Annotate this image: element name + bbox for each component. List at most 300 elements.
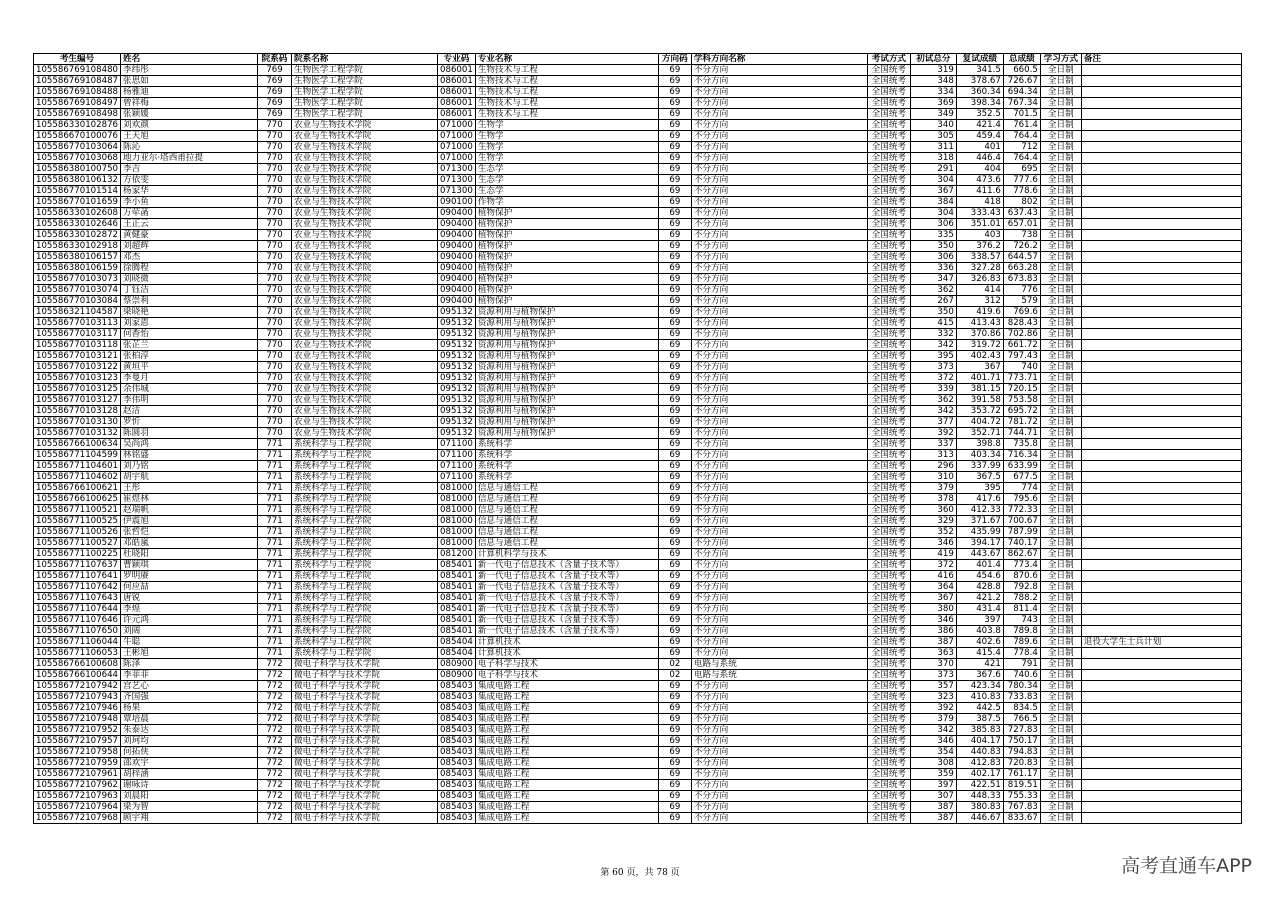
prelim-score-cell: 392 <box>910 428 956 439</box>
major-code-cell: 090400 <box>438 230 476 241</box>
exam-id-cell: 105586771100525 <box>34 516 121 527</box>
prelim-score-cell: 415 <box>910 318 956 329</box>
major-name-cell: 植物保护 <box>475 263 658 274</box>
table-row <box>34 76 1242 87</box>
dept-name-cell: 农业与生物技术学院 <box>292 263 438 274</box>
exam-method-cell: 全国统考 <box>867 109 910 120</box>
major-code-cell: 090400 <box>438 252 476 263</box>
name-cell: 蔡崇利 <box>121 296 258 307</box>
prelim-score-cell: 307 <box>910 791 956 802</box>
direction-code-cell: 69 <box>658 571 691 582</box>
table-row <box>34 274 1242 285</box>
name-cell: 唐锐 <box>121 593 258 604</box>
remark-cell <box>1081 461 1241 472</box>
prelim-score-cell: 352 <box>910 527 956 538</box>
dept-name-cell: 系统科学与工程学院 <box>292 560 438 571</box>
direction-code-cell: 69 <box>658 747 691 758</box>
dept-code-cell: 770 <box>258 428 292 439</box>
table-row <box>34 241 1242 252</box>
prelim-score-cell: 308 <box>910 758 956 769</box>
remark-cell <box>1081 659 1241 670</box>
total-score-cell: 833.67 <box>1003 813 1040 824</box>
total-score-cell: 778.4 <box>1003 648 1040 659</box>
remark-cell <box>1081 571 1241 582</box>
remark-cell <box>1081 791 1241 802</box>
retest-score-cell: 367 <box>956 362 1003 373</box>
name-cell: 刘超辉 <box>121 241 258 252</box>
study-mode-cell: 全日制 <box>1040 681 1081 692</box>
study-mode-cell: 全日制 <box>1040 813 1081 824</box>
dept-code-cell: 770 <box>258 274 292 285</box>
name-cell: 邓杰 <box>121 252 258 263</box>
study-mode-cell: 全日制 <box>1040 736 1081 747</box>
retest-score-cell: 341.5 <box>956 65 1003 76</box>
direction-code-cell: 69 <box>658 417 691 428</box>
prelim-score-cell: 310 <box>910 472 956 483</box>
prelim-score-cell: 359 <box>910 769 956 780</box>
prelim-score-cell: 378 <box>910 494 956 505</box>
direction-name-cell: 不分方向 <box>691 780 867 791</box>
table-row <box>34 637 1242 648</box>
remark-cell <box>1081 384 1241 395</box>
study-mode-cell: 全日制 <box>1040 307 1081 318</box>
table-row <box>34 362 1242 373</box>
exam-id-cell: 105586772107959 <box>34 758 121 769</box>
study-mode-cell: 全日制 <box>1040 780 1081 791</box>
major-code-cell: 095132 <box>438 351 476 362</box>
exam-id-cell: 105586766100634 <box>34 439 121 450</box>
direction-code-cell: 69 <box>658 802 691 813</box>
prelim-score-cell: 357 <box>910 681 956 692</box>
major-code-cell: 085403 <box>438 692 476 703</box>
major-name-cell: 资源利用与植物保护 <box>475 373 658 384</box>
dept-code-cell: 772 <box>258 813 292 824</box>
study-mode-cell: 全日制 <box>1040 318 1081 329</box>
retest-score-cell: 401.4 <box>956 560 1003 571</box>
remark-cell <box>1081 285 1241 296</box>
remark-cell <box>1081 230 1241 241</box>
remark-cell <box>1081 604 1241 615</box>
study-mode-cell: 全日制 <box>1040 637 1081 648</box>
remark-cell <box>1081 450 1241 461</box>
retest-score-cell: 367.5 <box>956 472 1003 483</box>
remark-cell <box>1081 340 1241 351</box>
remark-cell <box>1081 406 1241 417</box>
major-code-cell: 081000 <box>438 483 476 494</box>
retest-score-cell: 415.4 <box>956 648 1003 659</box>
exam-method-cell: 全国统考 <box>867 153 910 164</box>
dept-name-cell: 微电子科学与技术学院 <box>292 703 438 714</box>
name-cell: 刘晨阳 <box>121 791 258 802</box>
prelim-score-cell: 360 <box>910 505 956 516</box>
major-code-cell: 071300 <box>438 186 476 197</box>
direction-code-cell: 69 <box>658 769 691 780</box>
name-cell: 谢咏诗 <box>121 780 258 791</box>
retest-score-cell: 417.6 <box>956 494 1003 505</box>
table-row <box>34 329 1242 340</box>
retest-score-cell: 448.33 <box>956 791 1003 802</box>
dept-name-cell: 农业与生物技术学院 <box>292 296 438 307</box>
table-row <box>34 65 1242 76</box>
direction-code-cell: 69 <box>658 681 691 692</box>
remark-cell <box>1081 98 1241 109</box>
exam-id-cell: 105586770103064 <box>34 142 121 153</box>
name-cell: 徐腾程 <box>121 263 258 274</box>
retest-score-cell: 338.57 <box>956 252 1003 263</box>
dept-name-cell: 农业与生物技术学院 <box>292 417 438 428</box>
prelim-score-cell: 291 <box>910 164 956 175</box>
major-code-cell: 090400 <box>438 296 476 307</box>
direction-code-cell: 02 <box>658 659 691 670</box>
retest-score-cell: 401 <box>956 142 1003 153</box>
direction-name-cell: 不分方向 <box>691 87 867 98</box>
major-name-cell: 集成电路工程 <box>475 802 658 813</box>
total-score-cell: 862.67 <box>1003 549 1040 560</box>
table-row <box>34 142 1242 153</box>
dept-name-cell: 生物医学工程学院 <box>292 87 438 98</box>
exam-method-cell: 全国统考 <box>867 395 910 406</box>
direction-code-cell: 69 <box>658 505 691 516</box>
col-header-direction-name: 学科方向名称 <box>691 54 867 65</box>
exam-id-cell: 105586770103084 <box>34 296 121 307</box>
major-code-cell: 085403 <box>438 780 476 791</box>
retest-score-cell: 442.5 <box>956 703 1003 714</box>
direction-code-cell: 02 <box>658 670 691 681</box>
name-cell: 朱泰达 <box>121 725 258 736</box>
direction-name-cell: 不分方向 <box>691 450 867 461</box>
study-mode-cell: 全日制 <box>1040 362 1081 373</box>
direction-code-cell: 69 <box>658 362 691 373</box>
exam-id-cell: 105586772107964 <box>34 802 121 813</box>
retest-score-cell: 419.6 <box>956 307 1003 318</box>
exam-id-cell: 105586771100526 <box>34 527 121 538</box>
dept-name-cell: 农业与生物技术学院 <box>292 329 438 340</box>
retest-score-cell: 395 <box>956 483 1003 494</box>
exam-id-cell: 105586770103068 <box>34 153 121 164</box>
major-name-cell: 生态学 <box>475 164 658 175</box>
dept-name-cell: 农业与生物技术学院 <box>292 131 438 142</box>
remark-cell <box>1081 615 1241 626</box>
total-score-cell: 774 <box>1003 483 1040 494</box>
major-name-cell: 新一代电子信息技术（含量子技术等） <box>475 560 658 571</box>
remark-cell <box>1081 560 1241 571</box>
prelim-score-cell: 367 <box>910 186 956 197</box>
exam-method-cell: 全国统考 <box>867 791 910 802</box>
direction-code-cell: 69 <box>658 120 691 131</box>
exam-id-cell: 105586771104601 <box>34 461 121 472</box>
exam-id-cell: 105586772107958 <box>34 747 121 758</box>
major-code-cell: 085404 <box>438 637 476 648</box>
major-name-cell: 生物技术与工程 <box>475 98 658 109</box>
prelim-score-cell: 335 <box>910 230 956 241</box>
retest-score-cell: 403.8 <box>956 626 1003 637</box>
direction-code-cell: 69 <box>658 461 691 472</box>
remark-cell: 退役大学生士兵计划 <box>1081 637 1241 648</box>
retest-score-cell: 367.6 <box>956 670 1003 681</box>
name-cell: 胡宇航 <box>121 472 258 483</box>
remark-cell <box>1081 109 1241 120</box>
study-mode-cell: 全日制 <box>1040 340 1081 351</box>
dept-name-cell: 农业与生物技术学院 <box>292 395 438 406</box>
exam-id-cell: 105586771107643 <box>34 593 121 604</box>
total-score-cell: 644.57 <box>1003 252 1040 263</box>
exam-id-cell: 105586772107943 <box>34 692 121 703</box>
retest-score-cell: 446.67 <box>956 813 1003 824</box>
name-cell: 李菲菲 <box>121 670 258 681</box>
study-mode-cell: 全日制 <box>1040 527 1081 538</box>
exam-method-cell: 全国统考 <box>867 318 910 329</box>
study-mode-cell: 全日制 <box>1040 648 1081 659</box>
name-cell: 何香怡 <box>121 329 258 340</box>
direction-name-cell: 不分方向 <box>691 263 867 274</box>
dept-name-cell: 农业与生物技术学院 <box>292 252 438 263</box>
exam-id-cell: 105586772107948 <box>34 714 121 725</box>
retest-score-cell: 402.6 <box>956 637 1003 648</box>
exam-method-cell: 全国统考 <box>867 406 910 417</box>
exam-id-cell: 105586770103122 <box>34 362 121 373</box>
major-code-cell: 090400 <box>438 263 476 274</box>
total-score-cell: 677.5 <box>1003 472 1040 483</box>
exam-id-cell: 105586772107942 <box>34 681 121 692</box>
dept-code-cell: 770 <box>258 285 292 296</box>
remark-cell <box>1081 670 1241 681</box>
total-score-cell: 733.83 <box>1003 692 1040 703</box>
retest-score-cell: 403 <box>956 230 1003 241</box>
dept-name-cell: 微电子科学与技术学院 <box>292 780 438 791</box>
name-cell: 余伟城 <box>121 384 258 395</box>
total-score-cell: 637.43 <box>1003 208 1040 219</box>
direction-name-cell: 不分方向 <box>691 318 867 329</box>
direction-name-cell: 不分方向 <box>691 406 867 417</box>
major-name-cell: 资源利用与植物保护 <box>475 318 658 329</box>
retest-score-cell: 403.34 <box>956 450 1003 461</box>
retest-score-cell: 337.99 <box>956 461 1003 472</box>
major-code-cell: 081000 <box>438 516 476 527</box>
exam-method-cell: 全国统考 <box>867 197 910 208</box>
exam-method-cell: 全国统考 <box>867 362 910 373</box>
exam-method-cell: 全国统考 <box>867 637 910 648</box>
dept-code-cell: 770 <box>258 351 292 362</box>
table-row <box>34 164 1242 175</box>
total-score-cell: 740.17 <box>1003 538 1040 549</box>
direction-name-cell: 不分方向 <box>691 296 867 307</box>
major-code-cell: 085401 <box>438 615 476 626</box>
remark-cell <box>1081 153 1241 164</box>
exam-id-cell: 105586330102646 <box>34 219 121 230</box>
exam-method-cell: 全国统考 <box>867 527 910 538</box>
major-code-cell: 085401 <box>438 582 476 593</box>
direction-name-cell: 电路与系统 <box>691 670 867 681</box>
name-cell: 李煌 <box>121 604 258 615</box>
direction-name-cell: 不分方向 <box>691 527 867 538</box>
remark-cell <box>1081 538 1241 549</box>
study-mode-cell: 全日制 <box>1040 604 1081 615</box>
remark-cell <box>1081 208 1241 219</box>
major-code-cell: 085403 <box>438 725 476 736</box>
dept-code-cell: 769 <box>258 109 292 120</box>
study-mode-cell: 全日制 <box>1040 725 1081 736</box>
prelim-score-cell: 306 <box>910 219 956 230</box>
table-row <box>34 131 1242 142</box>
major-code-cell: 095132 <box>438 329 476 340</box>
dept-code-cell: 771 <box>258 516 292 527</box>
major-name-cell: 资源利用与植物保护 <box>475 351 658 362</box>
major-name-cell: 生物学 <box>475 120 658 131</box>
remark-cell <box>1081 362 1241 373</box>
major-name-cell: 生物学 <box>475 142 658 153</box>
total-score-cell: 720.15 <box>1003 384 1040 395</box>
study-mode-cell: 全日制 <box>1040 538 1081 549</box>
direction-name-cell: 不分方向 <box>691 307 867 318</box>
table-row <box>34 714 1242 725</box>
total-score-cell: 780.34 <box>1003 681 1040 692</box>
dept-name-cell: 农业与生物技术学院 <box>292 197 438 208</box>
major-code-cell: 081000 <box>438 494 476 505</box>
retest-score-cell: 435.99 <box>956 527 1003 538</box>
exam-method-cell: 全国统考 <box>867 560 910 571</box>
prelim-score-cell: 304 <box>910 175 956 186</box>
table-row <box>34 692 1242 703</box>
major-code-cell: 071000 <box>438 153 476 164</box>
name-cell: 顾宇翔 <box>121 813 258 824</box>
major-name-cell: 新一代电子信息技术（含量子技术等） <box>475 615 658 626</box>
prelim-score-cell: 362 <box>910 285 956 296</box>
major-code-cell: 085403 <box>438 758 476 769</box>
prelim-score-cell: 362 <box>910 395 956 406</box>
exam-id-cell: 105586330102918 <box>34 241 121 252</box>
study-mode-cell: 全日制 <box>1040 142 1081 153</box>
dept-code-cell: 770 <box>258 131 292 142</box>
dept-code-cell: 771 <box>258 439 292 450</box>
exam-id-cell: 105586772107963 <box>34 791 121 802</box>
dept-code-cell: 771 <box>258 549 292 560</box>
exam-id-cell: 105586771107637 <box>34 560 121 571</box>
name-cell: 李吉 <box>121 164 258 175</box>
total-score-cell: 819.51 <box>1003 780 1040 791</box>
dept-code-cell: 770 <box>258 263 292 274</box>
prelim-score-cell: 342 <box>910 725 956 736</box>
direction-code-cell: 69 <box>658 604 691 615</box>
major-code-cell: 095132 <box>438 362 476 373</box>
dept-code-cell: 772 <box>258 703 292 714</box>
remark-cell <box>1081 736 1241 747</box>
study-mode-cell: 全日制 <box>1040 626 1081 637</box>
major-name-cell: 资源利用与植物保护 <box>475 406 658 417</box>
major-name-cell: 资源利用与植物保护 <box>475 428 658 439</box>
retest-score-cell: 411.6 <box>956 186 1003 197</box>
study-mode-cell: 全日制 <box>1040 593 1081 604</box>
direction-name-cell: 不分方向 <box>691 538 867 549</box>
major-code-cell: 080900 <box>438 659 476 670</box>
total-score-cell: 792.8 <box>1003 582 1040 593</box>
prelim-score-cell: 339 <box>910 384 956 395</box>
table-row <box>34 219 1242 230</box>
dept-name-cell: 系统科学与工程学院 <box>292 615 438 626</box>
dept-name-cell: 生物医学工程学院 <box>292 65 438 76</box>
prelim-score-cell: 267 <box>910 296 956 307</box>
dept-name-cell: 生物医学工程学院 <box>292 76 438 87</box>
remark-cell <box>1081 186 1241 197</box>
total-score-cell: 788.2 <box>1003 593 1040 604</box>
major-name-cell: 新一代电子信息技术（含量子技术等） <box>475 571 658 582</box>
dept-code-cell: 772 <box>258 714 292 725</box>
exam-id-cell: 105586770103117 <box>34 329 121 340</box>
major-name-cell: 集成电路工程 <box>475 692 658 703</box>
direction-code-cell: 69 <box>658 241 691 252</box>
remark-cell <box>1081 373 1241 384</box>
total-score-cell: 753.58 <box>1003 395 1040 406</box>
study-mode-cell: 全日制 <box>1040 747 1081 758</box>
exam-method-cell: 全国统考 <box>867 285 910 296</box>
retest-score-cell: 422.51 <box>956 780 1003 791</box>
remark-cell <box>1081 241 1241 252</box>
major-name-cell: 资源利用与植物保护 <box>475 384 658 395</box>
retest-score-cell: 421.4 <box>956 120 1003 131</box>
direction-code-cell: 69 <box>658 703 691 714</box>
study-mode-cell: 全日制 <box>1040 219 1081 230</box>
name-cell: 吴尚鸿 <box>121 439 258 450</box>
remark-cell <box>1081 351 1241 362</box>
direction-code-cell: 69 <box>658 450 691 461</box>
exam-method-cell: 全国统考 <box>867 516 910 527</box>
name-cell: 刘乃铭 <box>121 461 258 472</box>
exam-method-cell: 全国统考 <box>867 186 910 197</box>
prelim-score-cell: 313 <box>910 450 956 461</box>
direction-code-cell: 69 <box>658 593 691 604</box>
exam-id-cell: 105586770103130 <box>34 417 121 428</box>
exam-method-cell: 全国统考 <box>867 813 910 824</box>
table-row <box>34 384 1242 395</box>
table-row <box>34 120 1242 131</box>
dept-code-cell: 770 <box>258 241 292 252</box>
dept-code-cell: 770 <box>258 208 292 219</box>
major-name-cell: 生物技术与工程 <box>475 87 658 98</box>
remark-cell <box>1081 780 1241 791</box>
direction-code-cell: 69 <box>658 318 691 329</box>
major-code-cell: 080900 <box>438 670 476 681</box>
direction-name-cell: 不分方向 <box>691 648 867 659</box>
exam-id-cell: 105586771107642 <box>34 582 121 593</box>
study-mode-cell: 全日制 <box>1040 285 1081 296</box>
dept-code-cell: 771 <box>258 593 292 604</box>
major-code-cell: 085404 <box>438 648 476 659</box>
direction-code-cell: 69 <box>658 472 691 483</box>
exam-id-cell: 105586766100625 <box>34 494 121 505</box>
study-mode-cell: 全日制 <box>1040 417 1081 428</box>
major-name-cell: 集成电路工程 <box>475 780 658 791</box>
name-cell: 邵欢宇 <box>121 758 258 769</box>
study-mode-cell: 全日制 <box>1040 263 1081 274</box>
major-code-cell: 071100 <box>438 439 476 450</box>
direction-name-cell: 不分方向 <box>691 736 867 747</box>
remark-cell <box>1081 428 1241 439</box>
exam-method-cell: 全国统考 <box>867 505 910 516</box>
total-score-cell: 750.17 <box>1003 736 1040 747</box>
direction-code-cell: 69 <box>658 87 691 98</box>
dept-name-cell: 微电子科学与技术学院 <box>292 659 438 670</box>
direction-name-cell: 不分方向 <box>691 98 867 109</box>
total-score-cell: 744.71 <box>1003 428 1040 439</box>
major-name-cell: 集成电路工程 <box>475 813 658 824</box>
table-row <box>34 285 1242 296</box>
total-score-cell: 773.71 <box>1003 373 1040 384</box>
major-code-cell: 095132 <box>438 373 476 384</box>
exam-id-cell: 105586769108488 <box>34 87 121 98</box>
major-code-cell: 081000 <box>438 538 476 549</box>
dept-name-cell: 农业与生物技术学院 <box>292 307 438 318</box>
direction-name-cell: 不分方向 <box>691 186 867 197</box>
remark-cell <box>1081 769 1241 780</box>
